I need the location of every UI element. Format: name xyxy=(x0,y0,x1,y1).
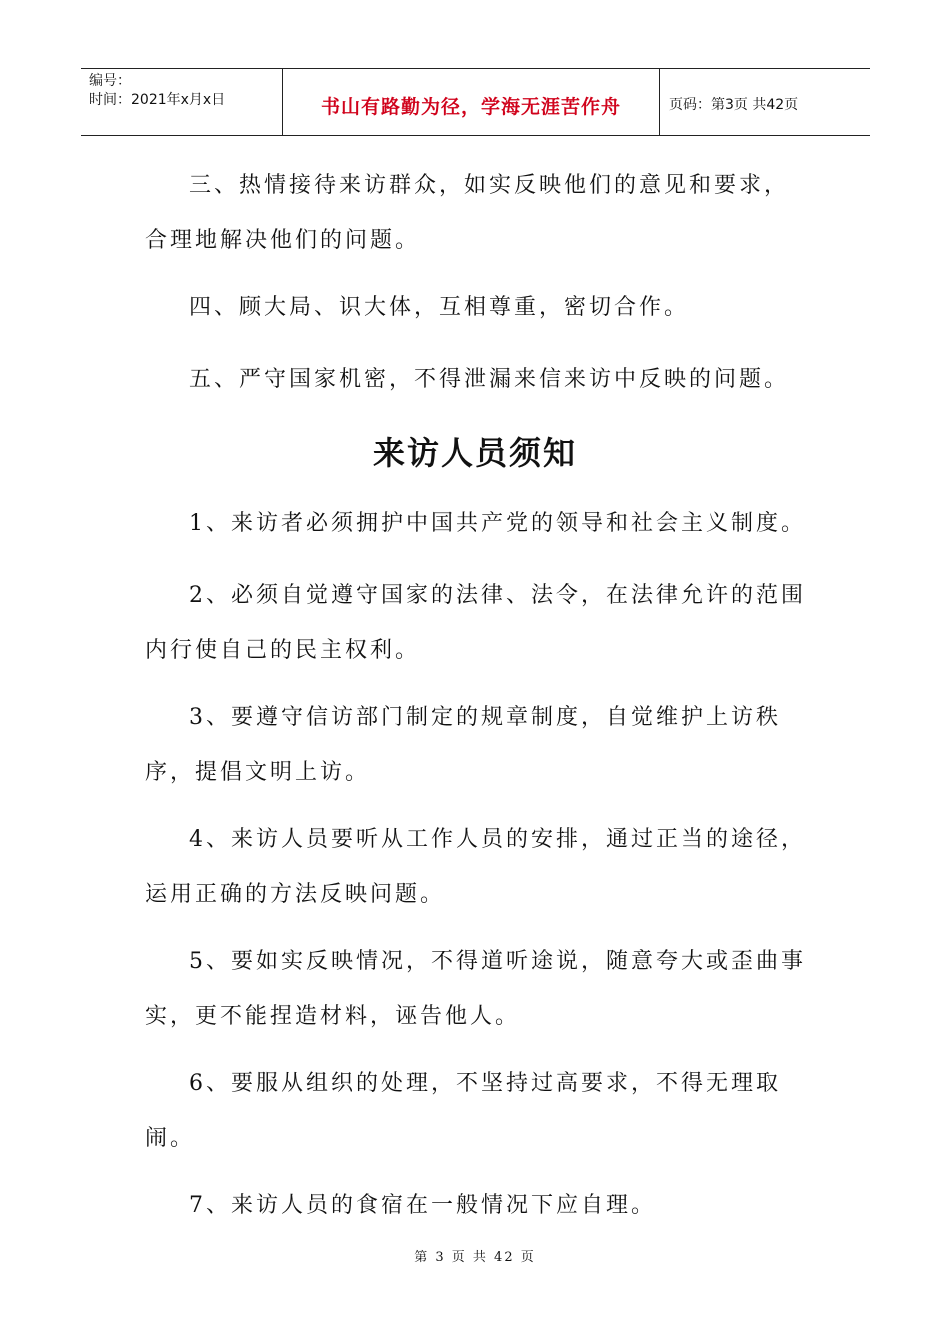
header-motto: 书山有路勤为径，学海无涯苦作舟 xyxy=(283,69,660,135)
page-footer: 第 3 页 共 42 页 xyxy=(414,1250,536,1265)
notice-item-7: 7、来访人员的食宿在一般情况下应自理。 xyxy=(189,1193,656,1218)
document-date: 时间：2021年x月x日 xyxy=(89,92,226,108)
notice-item-3: 3、要遵守信访部门制定的规章制度，自觉维护上访秩序，提倡文明上访。 xyxy=(145,705,781,785)
notice-item-5: 5、要如实反映情况，不得道听途说，随意夸大或歪曲事实，更不能捏造材料，诬告他人。 xyxy=(145,949,806,1029)
notice-item-6: 6、要服从组织的处理，不坚持过高要求，不得无理取闹。 xyxy=(145,1071,781,1151)
section-title: 来访人员须知 xyxy=(372,434,577,472)
header-meta xyxy=(81,69,283,135)
page-header xyxy=(81,68,870,136)
notice-item-4: 4、来访人员要听从工作人员的安排，通过正当的途径，运用正确的方法反映问题。 xyxy=(145,827,806,907)
rule-item-4: 四、顾大局、识大体，互相尊重，密切合作。 xyxy=(189,295,690,320)
document-number-label: 编号： xyxy=(89,73,131,89)
rule-item-5: 五、严守国家机密，不得泄漏来信来访中反映的问题。 xyxy=(189,367,790,392)
notice-item-1: 1、来访者必须拥护中国共产党的领导和社会主义制度。 xyxy=(189,511,806,536)
notice-item-2: 2、必须自觉遵守国家的法律、法令，在法律允许的范围内行使自己的民主权利。 xyxy=(145,583,806,663)
header-page-info: 页码：第3页 共42页 xyxy=(669,97,799,113)
rule-item-3: 三、热情接待来访群众，如实反映他们的意见和要求，合理地解决他们的问题。 xyxy=(145,173,790,253)
